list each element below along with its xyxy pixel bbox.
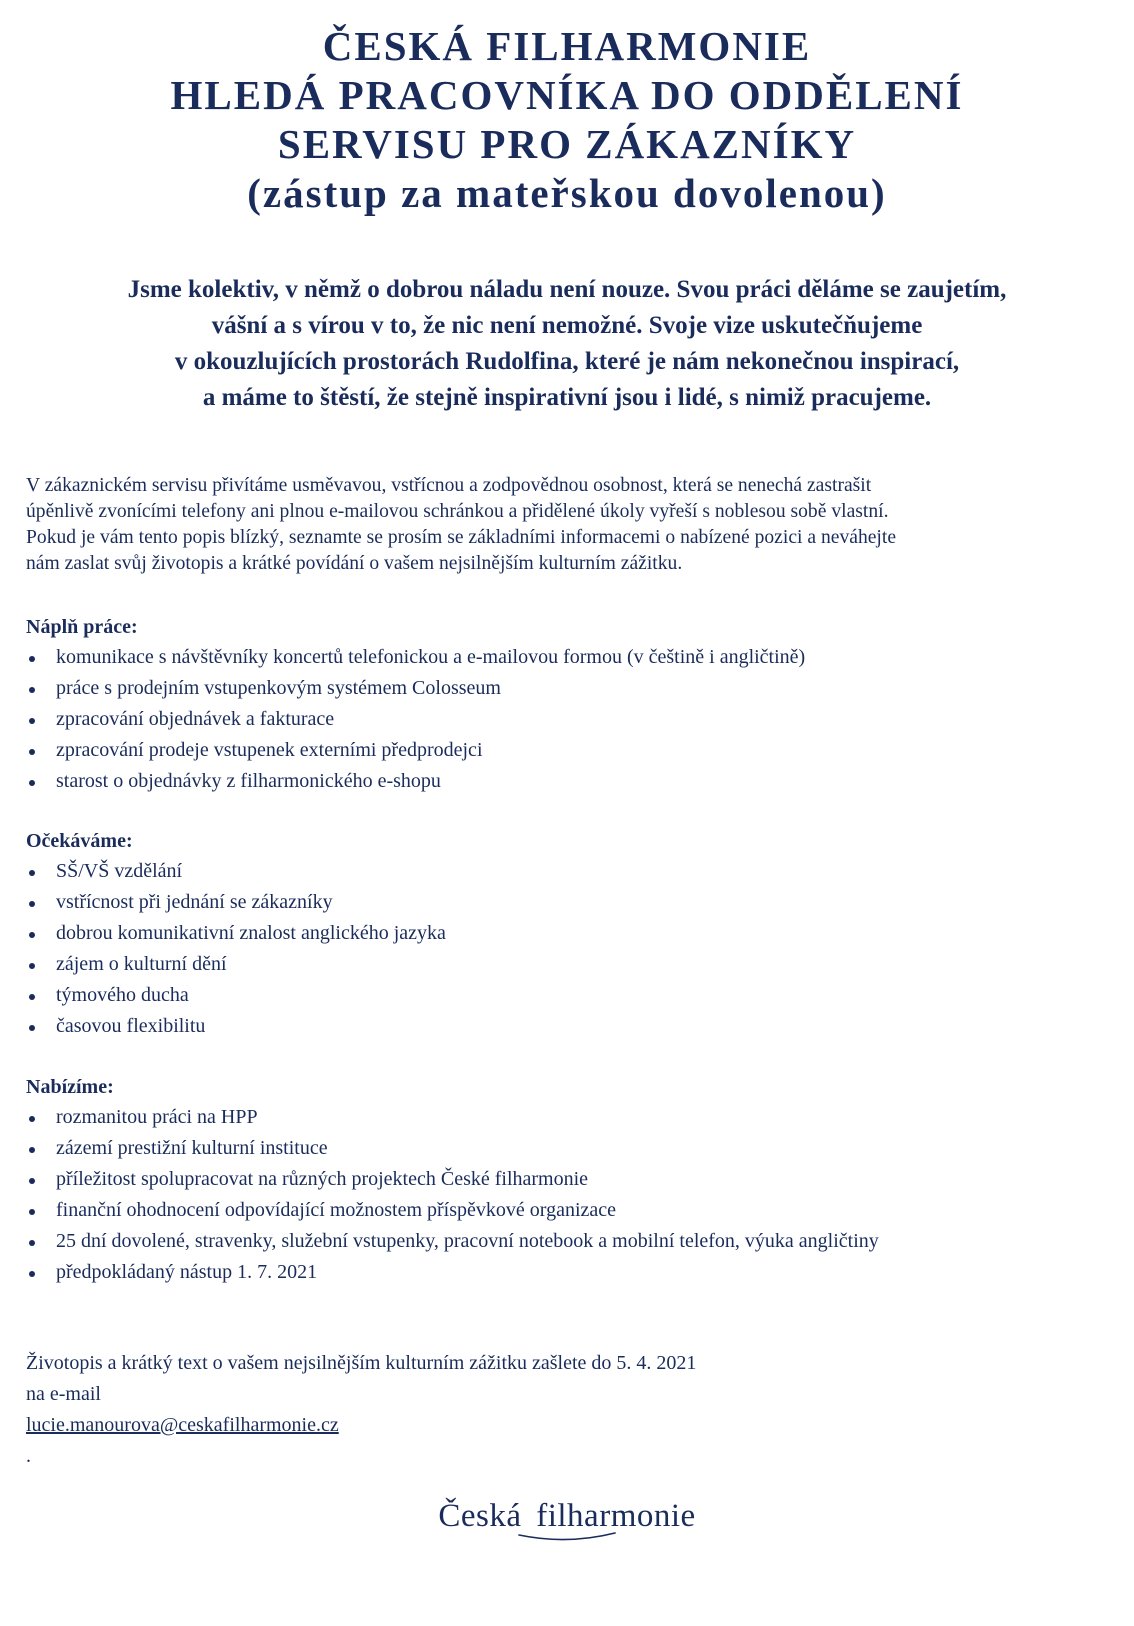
list-item: zájem o kulturní dění — [26, 949, 1116, 980]
description-line-2: úpěnlivě zvonícími telefony ani plnou e-mailovou schránkou a přidělené úkoly vyřeší s noblesou sobě vlastní. — [26, 501, 889, 522]
job-duties-section — [26, 612, 1116, 797]
title-line-3: SERVISU PRO ZÁKAZNÍKY — [277, 121, 857, 167]
list-item: příležitost spolupracovat na různých projektech České filharmonie — [26, 1164, 1116, 1195]
list-item: časovou flexibilitu — [26, 1011, 1116, 1042]
closing-paragraph — [26, 1348, 1116, 1472]
closing-email-suffix: . — [26, 1445, 31, 1467]
list-item: týmového ducha — [26, 980, 1116, 1011]
description-line-4: nám zaslat svůj životopis a krátké povídání o vašem nejsilnějším kulturním zážitku. — [26, 553, 683, 574]
job-duties-heading: Náplň práce: — [26, 616, 138, 638]
list-item: komunikace s návštěvníky koncertů telefonickou a e-mailovou formou (v češtině i angličtině) — [26, 642, 1116, 673]
requirements-heading: Očekáváme: — [26, 830, 133, 852]
logo-wordmark: Česká filharmonie — [438, 1498, 696, 1534]
description-paragraph — [26, 473, 1116, 577]
list-item: zpracování prodeje vstupenek externími předprodejci — [26, 735, 1116, 766]
list-item: starost o objednávky z filharmonického e-shopu — [26, 766, 1116, 797]
intro-line-3: v okouzlujících prostorách Rudolfina, které je nám nekonečnou inspirací, — [174, 348, 960, 375]
job-duties-list — [26, 642, 1116, 797]
title-line-2: HLEDÁ PRACOVNÍKA DO ODDĚLENÍ — [170, 72, 964, 118]
brand-logo — [0, 1498, 1134, 1543]
list-item: zpracování objednávek a fakturace — [26, 704, 1116, 735]
closing-line-2 — [26, 1379, 1116, 1472]
intro-paragraph — [0, 272, 1134, 416]
offer-section — [26, 1072, 1116, 1288]
list-item: finanční ohodnocení odpovídající možnostem příspěvkové organizace — [26, 1195, 1116, 1226]
intro-line-1: Jsme kolektiv, v němž o dobrou náladu není nouze. Svou práci děláme se zaujetím, — [127, 276, 1007, 303]
description-line-1: V zákaznickém servisu přivítáme usměvavou, vstřícnou a zodpovědnou osobnost, která se nenechá zastrašit — [26, 475, 872, 496]
title-line-1: ČESKÁ FILHARMONIE — [322, 23, 812, 69]
requirements-list — [26, 856, 1116, 1042]
list-item: dobrou komunikativní znalost anglického jazyka — [26, 918, 1116, 949]
title-line-4: (zástup za mateřskou dovolenou) — [247, 170, 887, 216]
intro-line-4: a máme to štěstí, že stejně inspirativní jsou i lidé, s nimiž pracujeme. — [202, 384, 932, 411]
list-item: rozmanitou práci na HPP — [26, 1102, 1116, 1133]
intro-line-2: vášní a s vírou v to, že nic není nemožné. Svoje vize uskutečňujeme — [211, 312, 923, 339]
offer-list — [26, 1102, 1116, 1288]
requirements-section — [26, 826, 1116, 1042]
list-item: SŠ/VŠ vzdělání — [26, 856, 1116, 887]
closing-line-1: Životopis a krátký text o vašem nejsilnějším kulturním zážitku zašlete do 5. 4. 2021 — [26, 1352, 697, 1374]
list-item: práce s prodejním vstupenkovým systémem Colosseum — [26, 673, 1116, 704]
list-item: zázemí prestižní kulturní instituce — [26, 1133, 1116, 1164]
closing-email-prefix: na e-mail — [26, 1383, 101, 1405]
page-title — [0, 22, 1134, 218]
description-line-3: Pokud je vám tento popis blízký, seznamte se prosím se základními informacemi o nabízené pozici a neváhejte — [26, 527, 897, 548]
list-item: předpokládaný nástup 1. 7. 2021 — [26, 1257, 1116, 1288]
contact-email-link[interactable]: lucie.manourova@ceskafilharmonie.cz — [26, 1414, 339, 1436]
list-item: 25 dní dovolené, stravenky, služební vstupenky, pracovní notebook a mobilní telefon, výuka angličtiny — [26, 1226, 1116, 1257]
offer-heading: Nabízíme: — [26, 1076, 114, 1098]
list-item: vstřícnost při jednání se zákazníky — [26, 887, 1116, 918]
